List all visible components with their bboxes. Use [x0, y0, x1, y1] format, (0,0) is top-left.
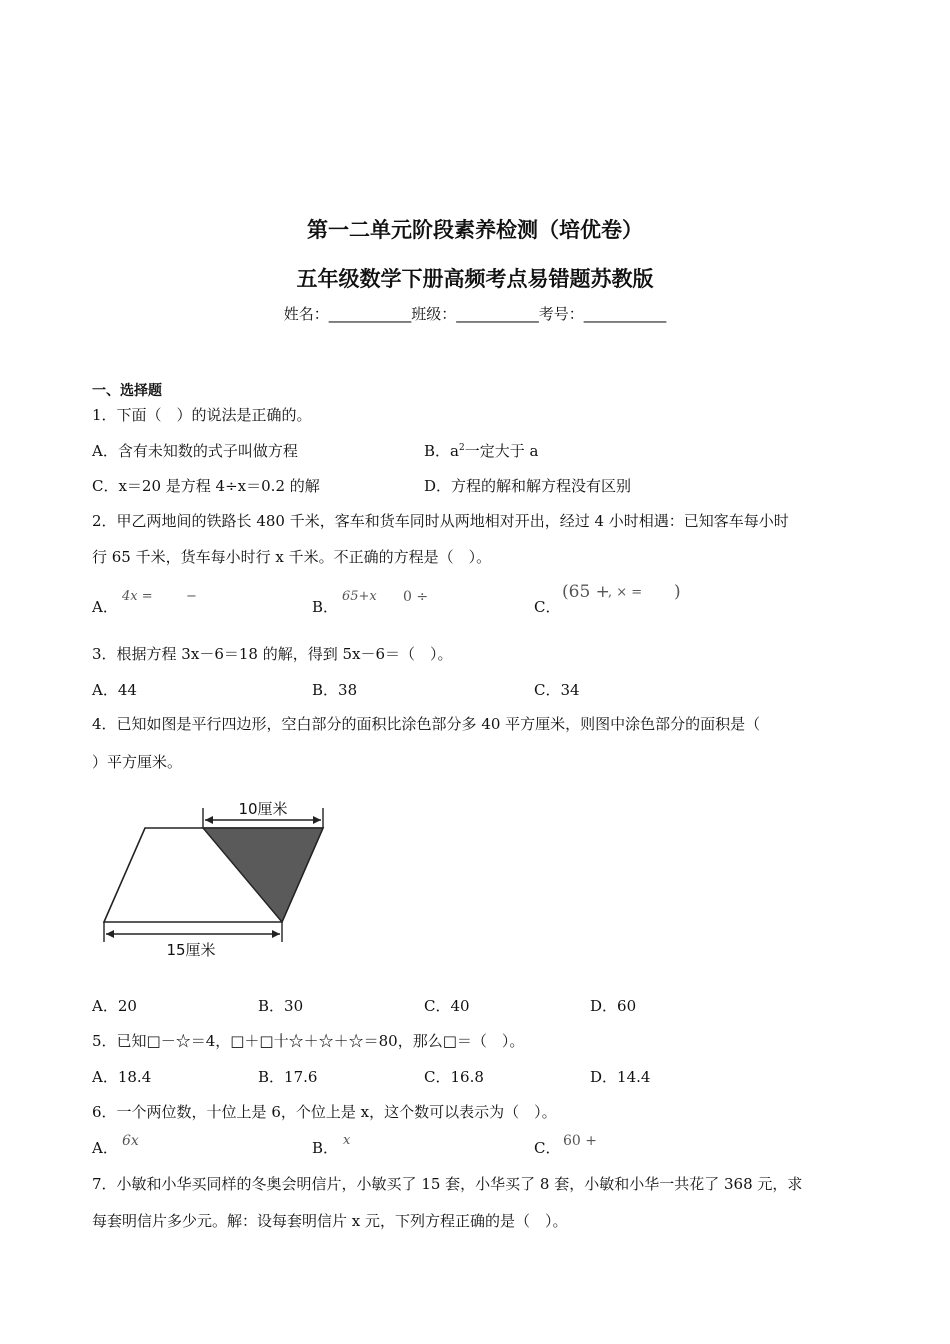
bottom-dim-label: 15厘米	[166, 941, 216, 959]
q2-option-b-math2: 0 ÷	[403, 589, 429, 605]
q5-option-b: B．17.6	[258, 1068, 318, 1086]
page-title: 第一二单元阶段素养检测（培优卷）	[307, 218, 643, 242]
q3-option-a: A．44	[92, 681, 137, 699]
top-dim-label: 10厘米	[238, 800, 288, 818]
bottom-dim-arrow-right	[272, 930, 280, 938]
top-dim-arrow-right	[313, 816, 321, 824]
q6-option-a-label: A．	[92, 1139, 118, 1157]
q2-option-c-math3: )	[674, 582, 681, 602]
q4-option-a: A．20	[92, 997, 137, 1015]
q2-stem-line1: 2．甲乙两地间的铁路长 480 千米，客车和货车同时从两地相对开出，经过 4 小时相遇：已知客车每小时	[92, 512, 789, 530]
bottom-dim-arrow-left	[106, 930, 114, 938]
q5-option-d: D．14.4	[590, 1068, 651, 1086]
q2-option-a-math2: −	[186, 589, 197, 604]
q3-stem: 3．根据方程 3x－6＝18 的解，得到 5x－6＝（ ）。	[92, 645, 453, 663]
q1-option-a: A．含有未知数的式子叫做方程	[92, 442, 298, 460]
q4-option-b: B．30	[258, 997, 304, 1015]
top-dim-arrow-left	[205, 816, 213, 824]
q2-option-c-math2: , × =	[608, 585, 643, 600]
q2-option-a-math1: 4x =	[122, 589, 153, 604]
q2-option-c-math1: (65 +	[562, 582, 610, 602]
q4-stem-line2: ）平方厘米。	[92, 753, 183, 771]
q6-option-a-math: 6x	[122, 1133, 139, 1149]
q1-option-d: D．方程的解和解方程没有区别	[424, 477, 632, 495]
q4-option-d: D．60	[590, 997, 637, 1015]
q3-option-b: B．38	[312, 681, 358, 699]
q6-option-c-label: C．	[534, 1139, 561, 1157]
parallelogram-figure	[95, 790, 335, 965]
q4-option-c: C．40	[424, 997, 470, 1015]
q7-stem-line2: 每套明信片多少元。解：设每套明信片 x 元，下列方程正确的是（ ）。	[92, 1212, 568, 1230]
q6-stem: 6．一个两位数，十位上是 6，个位上是 x，这个数可以表示为（ ）。	[92, 1103, 557, 1121]
q1-option-b-sup: 2	[458, 443, 465, 453]
q3-option-c: C．34	[534, 681, 580, 699]
q5-stem: 5．已知□－☆＝4，□＋□十☆＋☆＋☆＝80，那么□＝（ ）。	[92, 1032, 525, 1050]
q1-option-c: C．x＝20 是方程 4÷x＝0.2 的解	[92, 477, 320, 495]
q6-option-b-label: B．	[312, 1139, 339, 1157]
q4-stem-line1: 4．已知如图是平行四边形，空白部分的面积比涂色部分多 40 平方厘米，则图中涂色部分的面积是（	[92, 715, 761, 733]
section-heading: 一、选择题	[92, 383, 162, 399]
q1-stem: 1．下面（ ）的说法是正确的。	[92, 406, 312, 424]
q1-option-b-suffix: 一定大于 a	[464, 442, 539, 460]
q6-option-b-math: x	[343, 1133, 351, 1148]
q5-option-a: A．18.4	[92, 1068, 152, 1086]
q2-option-b-label: B．	[312, 598, 339, 616]
q5-option-c: C．16.8	[424, 1068, 484, 1086]
q7-stem-line1: 7．小敏和小华买同样的冬奥会明信片，小敏买了 15 套，小华买了 8 套，小敏和小华一共花了 368 元，求	[92, 1175, 803, 1193]
q2-option-b-math1: 65+x	[342, 589, 377, 604]
q1-option-b-prefix: B．a	[424, 442, 459, 460]
q1-option-b	[424, 440, 538, 461]
q2-stem-line2: 行 65 千米，货车每小时行 x 千米。不正确的方程是（ ）。	[92, 548, 492, 566]
q2-option-a-label: A．	[92, 598, 118, 616]
q6-option-c-math: 60 +	[563, 1133, 597, 1149]
shaded-triangle	[203, 828, 323, 922]
student-info-line: 姓名：___________班级：___________考号：___________	[283, 305, 667, 323]
page-subtitle: 五年级数学下册高频考点易错题苏教版	[296, 267, 654, 291]
q2-option-c-label: C．	[534, 598, 561, 616]
